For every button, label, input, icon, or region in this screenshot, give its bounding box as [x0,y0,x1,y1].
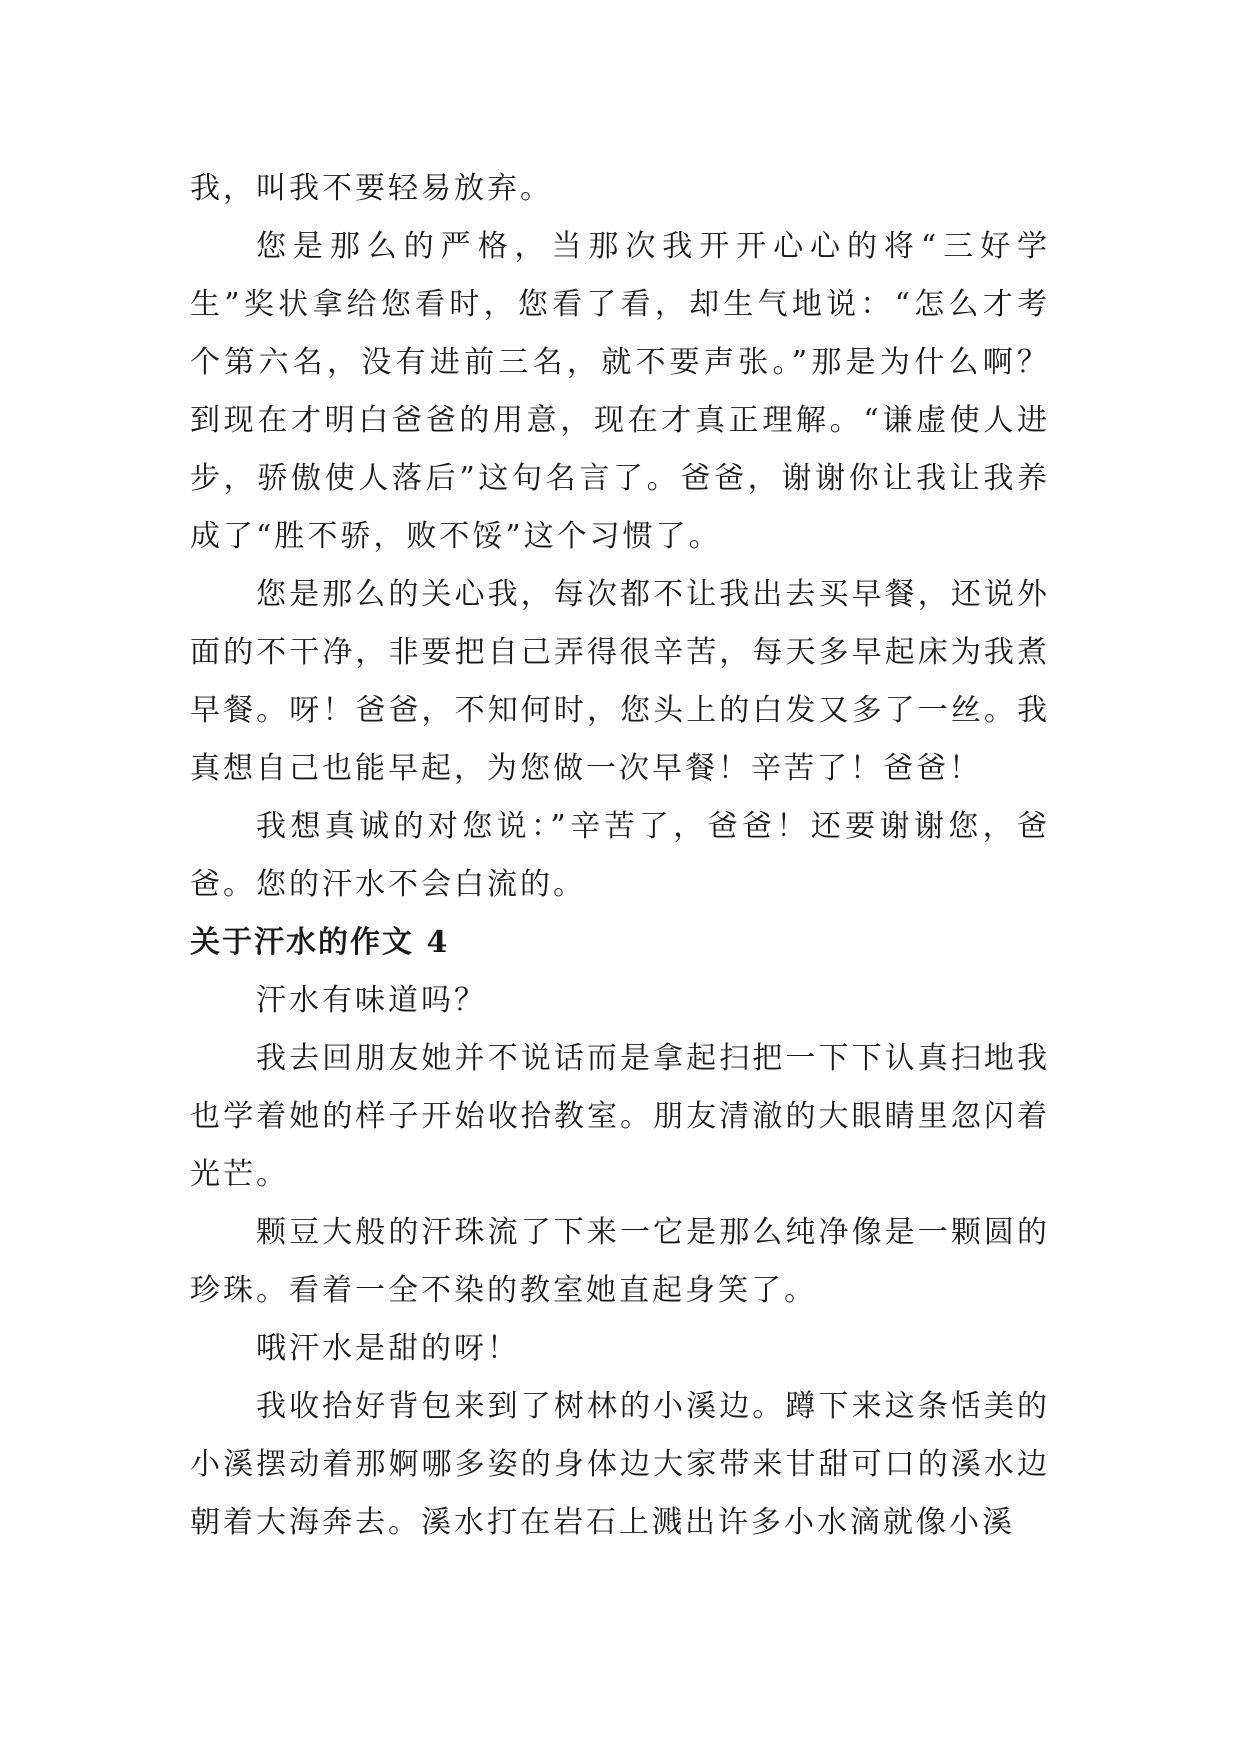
paragraph-8: 哦汗水是甜的呀！ [256,1331,520,1366]
paragraph-5: 汗水有味道吗？ [256,983,487,1018]
paragraph-1: 我，叫我不要轻易放弃。 [190,171,553,206]
paragraph-4: 我想真诚的对您说：”辛苦了，爸爸！还要谢谢您，爸爸。您的汗水不会白流的。 [190,809,1050,902]
paragraph-6: 我去回朋友她并不说话而是拿起扫把一下下认真扫地我也学着她的样子开始收拾教室。朋友清澈的大眼睛里忽闪着光芒。 [190,1041,1050,1192]
paragraph-7: 颗豆大般的汗珠流了下来一它是那么纯净像是一颗圆的珍珠。看着一全不染的教室她直起身笑了。 [190,1215,1050,1308]
paragraph-9: 我收拾好背包来到了树林的小溪边。蹲下来这条恬美的小溪摆动着那婀哪多姿的身体边大家带来甘甜可口的溪水边朝着大海奔去。溪水打在岩石上溅出许多小水滴就像小溪 [190,1389,1050,1540]
paragraph-3: 您是那么的关心我，每次都不让我出去买早餐，还说外面的不干净，非要把自己弄得很辛苦，每天多早起床为我煮早餐。呀！爸爸，不知何时，您头上的白发又多了一丝。我真想自己也能早起，为您做一次早餐！辛苦了！爸爸！ [190,577,1050,786]
paragraph-2: 您是那么的严格，当那次我开开心心的将“三好学生”奖状拿给您看时，您看了看，却生气地说：“怎么才考个第六名，没有进前三名，就不要声张。”那是为什么啊？到现在才明白爸爸的用意，现在才真正理解。“谦虚使人进步，骄傲使人落后”这句名言了。爸爸，谢谢你让我让我养成了“胜不骄，败不馁”这个习惯了。 [190,229,1050,554]
section-heading: 关于汗水的作文 4 [190,925,450,960]
document-body [190,160,1050,1552]
